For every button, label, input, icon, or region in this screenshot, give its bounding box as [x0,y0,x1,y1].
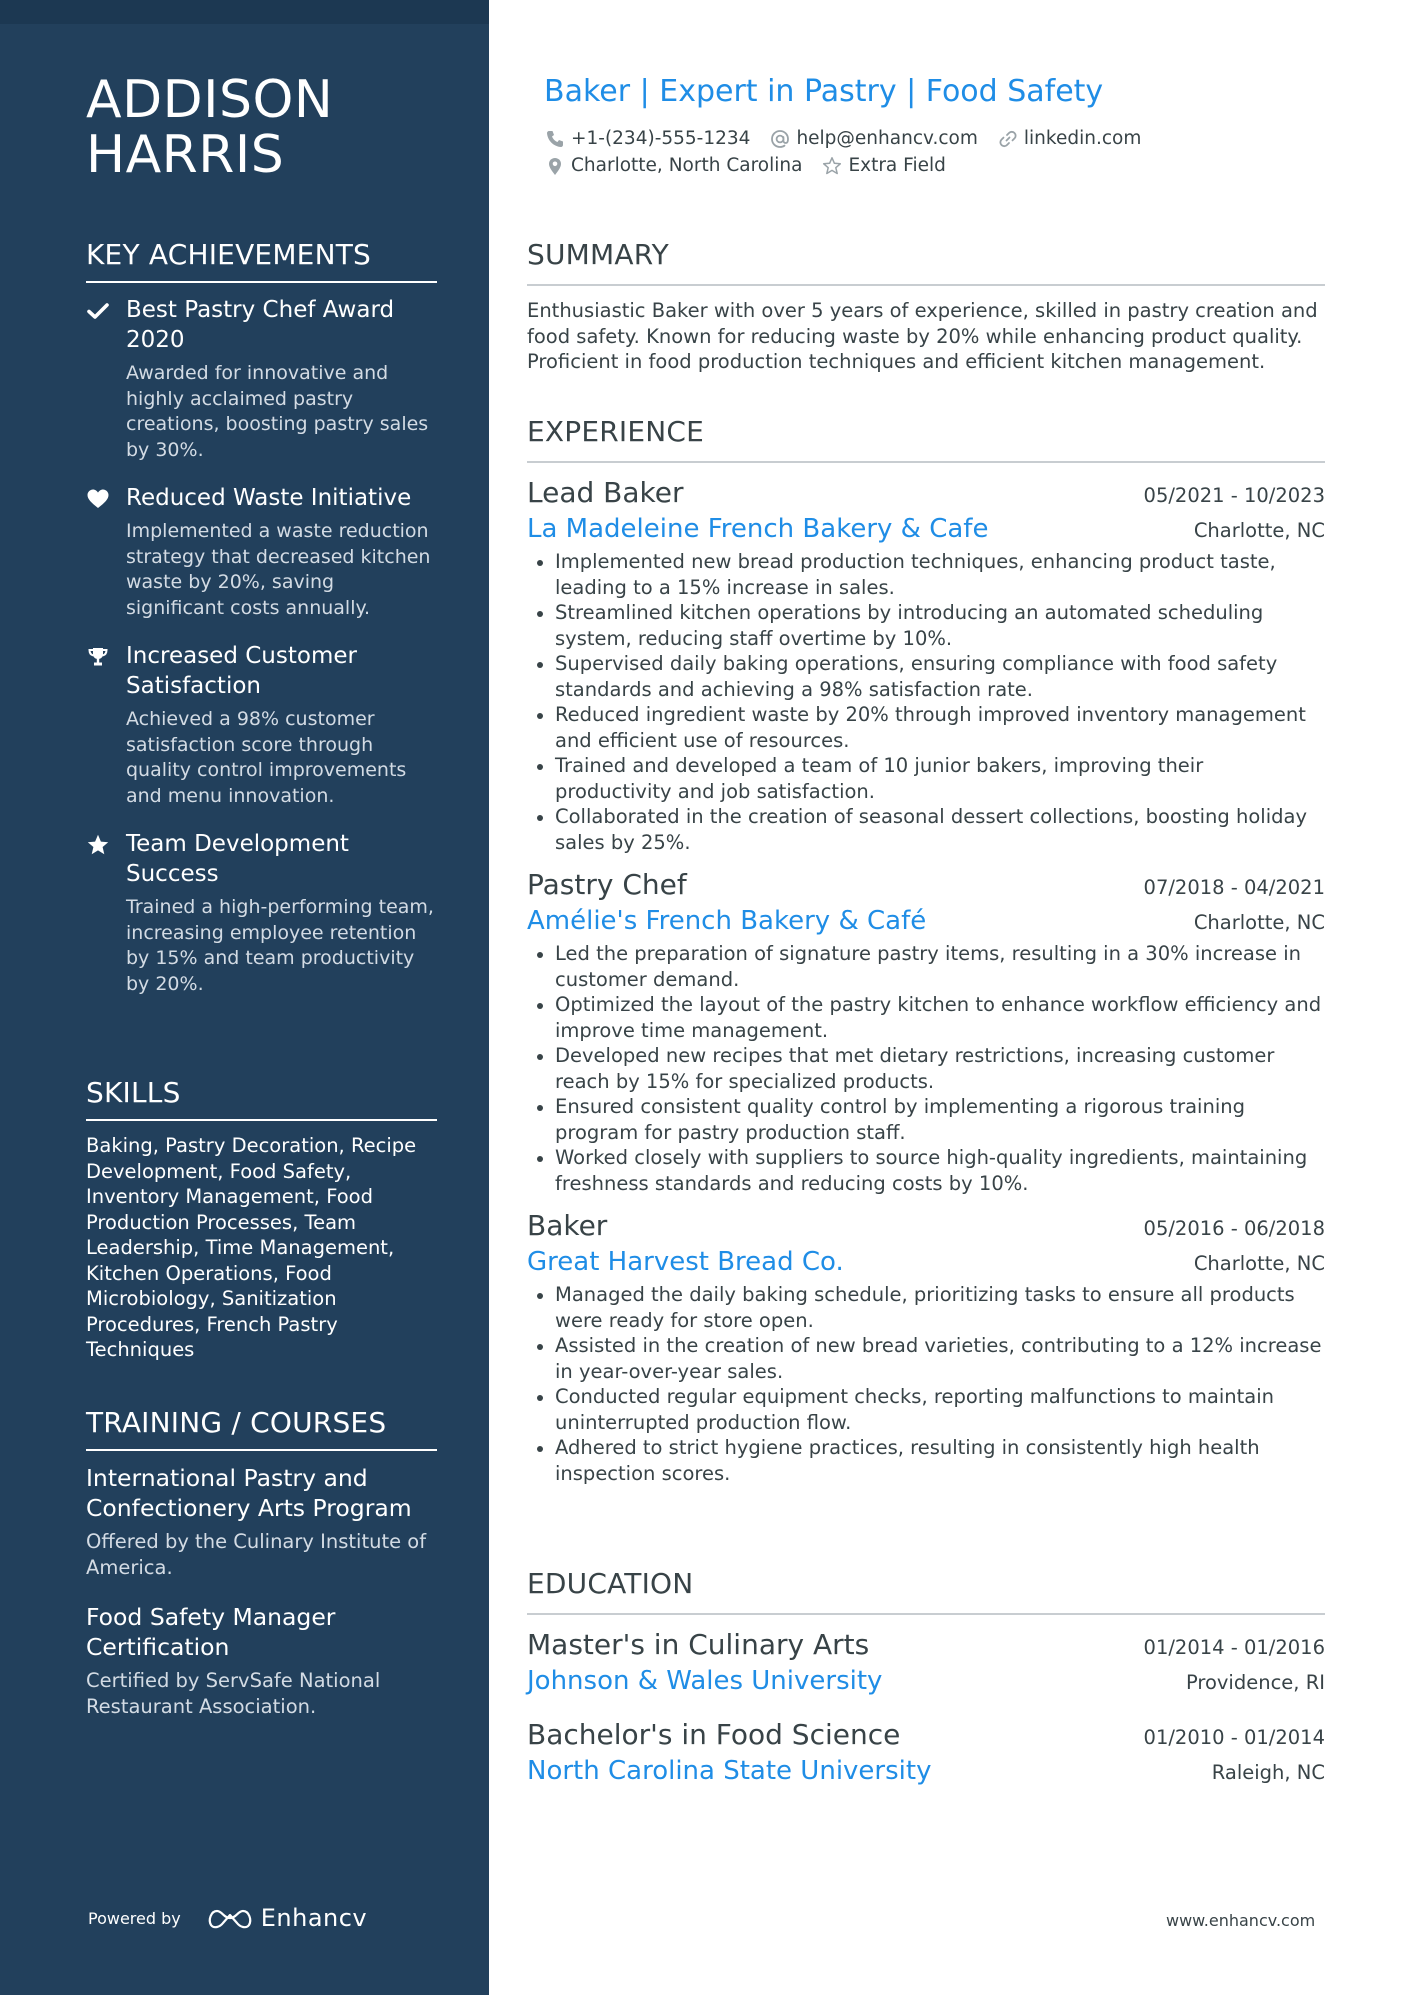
education-section [527,1567,1325,1807]
job-bullet: Developed new recipes that met dietary restrictions, increasing customer reach by 15% for specialized products. [527,1043,1325,1094]
job-entry [527,867,1325,1196]
contact-extra [822,155,945,176]
job-bullet: Adhered to strict hygiene practices, resulting in consistently high health inspection scores. [527,1435,1325,1486]
job-bullets [527,1282,1325,1486]
job-title: Pastry Chef [527,868,687,901]
contact-row [545,128,1161,149]
achievement-desc: Implemented a waste reduction strategy that decreased kitchen waste by 20%, saving significant costs annually. [126,520,431,619]
linkedin-text: linkedin.com [1023,128,1142,149]
achievement-desc: Trained a high-performing team, increasing employee retention by 15% and team productivity by 20%. [126,896,434,995]
at-icon [770,129,790,149]
achievements-heading: KEY ACHIEVEMENTS [86,238,437,283]
job-title: Baker [527,1209,608,1242]
job-dates: 05/2021 - 10/2023 [1143,484,1325,507]
job-bullets [527,941,1325,1196]
training-section [86,1406,437,1741]
school-name[interactable]: Johnson & Wales University [527,1666,883,1696]
job-entry [527,1208,1325,1486]
job-bullet: Managed the daily baking schedule, prioritizing tasks to ensure all products were ready for store open. [527,1282,1325,1333]
phone-icon [545,129,565,149]
job-bullet: Collaborated in the creation of seasonal dessert collections, boosting holiday sales by 25%. [527,804,1325,855]
enhancv-logo-icon[interactable] [207,1905,253,1931]
achievement-desc: Awarded for innovative and highly acclaimed pastry creations, boosting pastry sales by 30%. [126,362,429,461]
link-icon [998,129,1018,149]
job-entry [527,475,1325,855]
contact-linkedin[interactable] [998,128,1141,149]
job-bullet: Optimized the layout of the pastry kitchen to enhance workflow efficiency and improve time management. [527,992,1325,1043]
achievement-title: Increased Customer Satisfaction [126,643,357,699]
education-entry [527,1627,1325,1699]
summary-heading: SUMMARY [527,238,1325,286]
brand-name[interactable]: Enhancv [260,1904,368,1932]
skills-section [86,1076,437,1363]
job-bullets [527,549,1325,855]
achievement-title: Best Pastry Chef Award 2020 [126,297,395,353]
summary-text: Enthusiastic Baker with over 5 years of experience, skilled in pastry creation and food safety. Known for reducing waste by 20% while enhancing product quality. Proficient in food production techniques and efficient kitchen management. [527,299,1318,373]
contact-location [545,155,802,176]
training-heading: TRAINING / COURSES [86,1406,437,1451]
job-bullet: Implemented new bread production techniques, enhancing product taste, leading to a 15% increase in sales. [527,549,1325,600]
heart-icon [86,487,110,511]
course-title: International Pastry and Confectionery Arts Program [86,1464,412,1522]
sidebar-top-band [0,0,489,24]
job-bullet: Reduced ingredient waste by 20% through improved inventory management and efficient use of resources. [527,702,1325,753]
job-company[interactable]: La Madeleine French Bakery & Cafe [527,514,989,544]
trophy-icon [86,645,110,669]
job-bullet: Ensured consistent quality control by implementing a rigorous training program for pastry production staff. [527,1094,1325,1145]
course-item [86,1463,437,1580]
sidebar [0,0,489,1995]
footer-url[interactable]: www.enhancv.com [1166,1911,1316,1930]
contact-row-2 [545,155,966,176]
experience-heading: EXPERIENCE [527,415,1325,463]
contact-phone[interactable] [545,128,750,149]
course-desc: Certified by ServSafe National Restaurant Association. [86,1669,381,1718]
job-dates: 05/2016 - 06/2018 [1143,1217,1325,1240]
course-desc: Offered by the Culinary Institute of America. [86,1530,427,1579]
experience-section [527,415,1325,1498]
job-location: Charlotte, NC [1193,519,1325,542]
extra-field-text: Extra Field [848,155,946,176]
course-item [86,1602,437,1719]
job-title: Lead Baker [527,476,684,509]
job-dates: 07/2018 - 04/2021 [1143,876,1325,899]
powered-by-label: Powered by [88,1908,181,1928]
course-title: Food Safety Manager Certification [86,1603,336,1661]
powered-by [88,1904,367,1932]
contact-email[interactable] [770,128,977,149]
job-bullet: Conducted regular equipment checks, reporting malfunctions to maintain uninterrupted production flow. [527,1384,1325,1435]
location-text: Charlotte, North Carolina [571,155,803,176]
education-heading: EDUCATION [527,1567,1325,1615]
achievement-title: Team Development Success [126,831,349,887]
job-company[interactable]: Great Harvest Bread Co. [527,1247,844,1277]
achievement-desc: Achieved a 98% customer satisfaction score through quality control improvements and menu innovation. [126,708,407,807]
achievements-section [86,238,437,1017]
job-company[interactable]: Amélie's French Bakery & Café [527,906,927,936]
location-pin-icon [545,156,565,176]
candidate-name: ADDISON HARRIS [86,70,334,185]
headline: Baker | Expert in Pastry | Food Safety [544,74,1104,109]
achievement-title: Reduced Waste Initiative [126,485,412,511]
star-icon [86,833,110,857]
skills-list: Baking, Pastry Decoration, Recipe Development, Food Safety, Inventory Management, Food Production Processes, Team Leadership, Time Management, Kitchen Operations, Food Microbiology, Sanitization Procedures, French Pastry Techniques [86,1134,417,1361]
education-dates: 01/2014 - 01/2016 [1143,1636,1325,1659]
achievement-item [86,295,437,463]
school-location: Raleigh, NC [1211,1761,1325,1784]
phone-text: +1-(234)-555-1234 [571,128,751,149]
job-location: Charlotte, NC [1193,911,1325,934]
degree-title: Master's in Culinary Arts [527,1628,870,1661]
summary-section [527,238,1325,375]
job-bullet: Trained and developed a team of 10 junior bakers, improving their productivity and job satisfaction. [527,753,1325,804]
job-location: Charlotte, NC [1193,1252,1325,1275]
education-dates: 01/2010 - 01/2014 [1143,1726,1325,1749]
education-entry [527,1717,1325,1789]
job-bullet: Led the preparation of signature pastry items, resulting in a 30% increase in customer demand. [527,941,1325,992]
school-location: Providence, RI [1185,1671,1325,1694]
achievement-item [86,829,437,997]
school-name[interactable]: North Carolina State University [527,1756,932,1786]
job-bullet: Worked closely with suppliers to source high-quality ingredients, maintaining freshness standards and reducing costs by 10%. [527,1145,1325,1196]
achievement-item [86,641,437,809]
star-outline-icon [822,156,842,176]
skills-heading: SKILLS [86,1076,437,1121]
job-bullet: Streamlined kitchen operations by introducing an automated scheduling system, reducing staff overtime by 10%. [527,600,1325,651]
email-text: help@enhancv.com [796,128,978,149]
check-icon [86,299,110,323]
job-bullet: Assisted in the creation of new bread varieties, contributing to a 12% increase in year-over-year sales. [527,1333,1325,1384]
degree-title: Bachelor's in Food Science [527,1718,901,1751]
job-bullet: Supervised daily baking operations, ensuring compliance with food safety standards and achieving a 98% satisfaction rate. [527,651,1325,702]
achievement-item [86,483,437,621]
